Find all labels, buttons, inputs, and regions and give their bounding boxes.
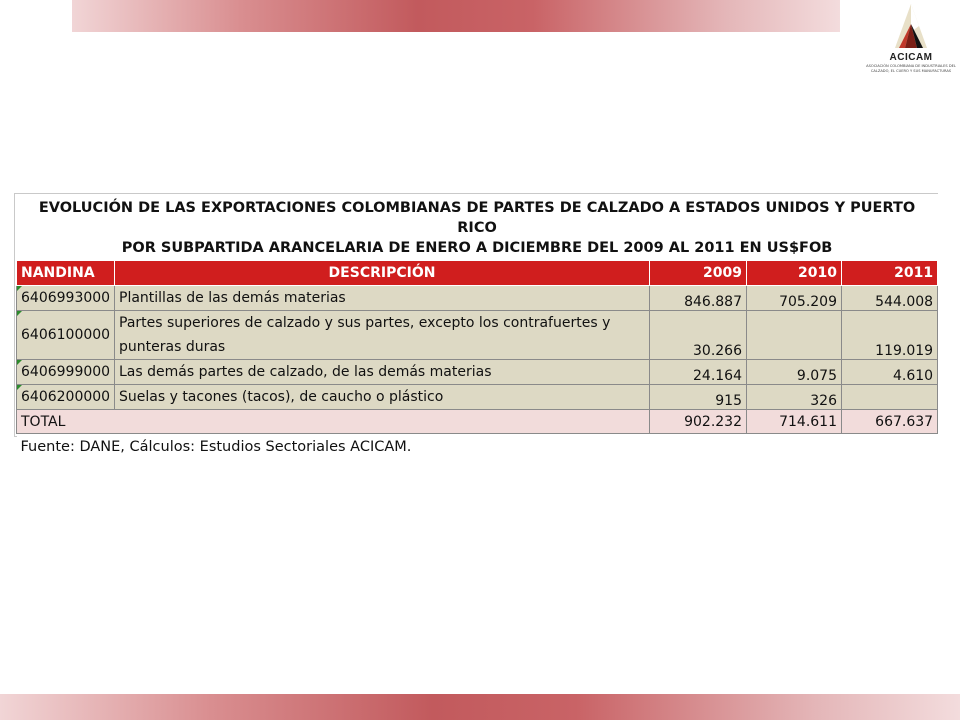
header-2011: 2011 [842,261,938,286]
table-row [17,311,938,360]
table-header-row [17,261,938,286]
header-2010: 2010 [747,261,842,286]
acicam-logo [866,2,956,86]
row-value-2009: 915 [650,385,747,410]
total-2010: 714.611 [747,410,842,434]
row-description: Partes superiores de calzado y sus partes, excepto los contrafuertes y punteras duras [115,311,650,360]
logo-subtitle: ASOCIACIÓN COLOMBIANA DE INDUSTRIALES DEL CALZADO, EL CUERO Y SUS MANUFACTURAS [866,64,956,73]
row-value-2009: 24.164 [650,360,747,385]
total-2009: 902.232 [650,410,747,434]
row-description: Las demás partes de calzado, de las demás materias [115,360,650,385]
total-label: TOTAL [17,410,650,434]
row-value-2010: 326 [747,385,842,410]
table-title-line-1: EVOLUCIÓN DE LAS EXPORTACIONES COLOMBIANAS DE PARTES DE CALZADO A ESTADOS UNIDOS Y PUERTO RICO [38,200,916,236]
total-2011: 667.637 [842,410,938,434]
table-title [17,194,938,261]
row-value-2011: 119.019 [842,311,938,360]
row-code: 6406200000 [17,385,115,410]
row-value-2011 [842,385,938,410]
table-row [17,360,938,385]
table-row [17,385,938,410]
logo-name: ACICAM [889,52,933,63]
exports-table [16,194,938,460]
row-code: 6406100000 [17,311,115,360]
row-code: 6406993000 [17,286,115,311]
row-value-2011: 544.008 [842,286,938,311]
header-nandina: NANDINA [17,261,115,286]
row-value-2011: 4.610 [842,360,938,385]
top-decorative-bar [72,0,840,32]
exports-table-container [14,193,938,455]
row-value-2009: 846.887 [650,286,747,311]
total-row [17,410,938,434]
row-description: Suelas y tacones (tacos), de caucho o plástico [115,385,650,410]
row-value-2010 [747,311,842,360]
table-title-line-2: POR SUBPARTIDA ARANCELARIA DE ENERO A DICIEMBRE DEL 2009 AL 2011 EN US$FOB [121,240,833,256]
row-description: Plantillas de las demás materias [115,286,650,311]
row-value-2010: 9.075 [747,360,842,385]
bottom-decorative-bar [0,694,960,720]
row-value-2010: 705.209 [747,286,842,311]
header-2009: 2009 [650,261,747,286]
table-row [17,286,938,311]
row-code: 6406999000 [17,360,115,385]
header-descripcion: DESCRIPCIÓN [115,261,650,286]
row-value-2009: 30.266 [650,311,747,360]
acicam-logo-icon [891,2,931,50]
source-note: Fuente: DANE, Cálculos: Estudios Sectoriales ACICAM. [17,434,938,461]
